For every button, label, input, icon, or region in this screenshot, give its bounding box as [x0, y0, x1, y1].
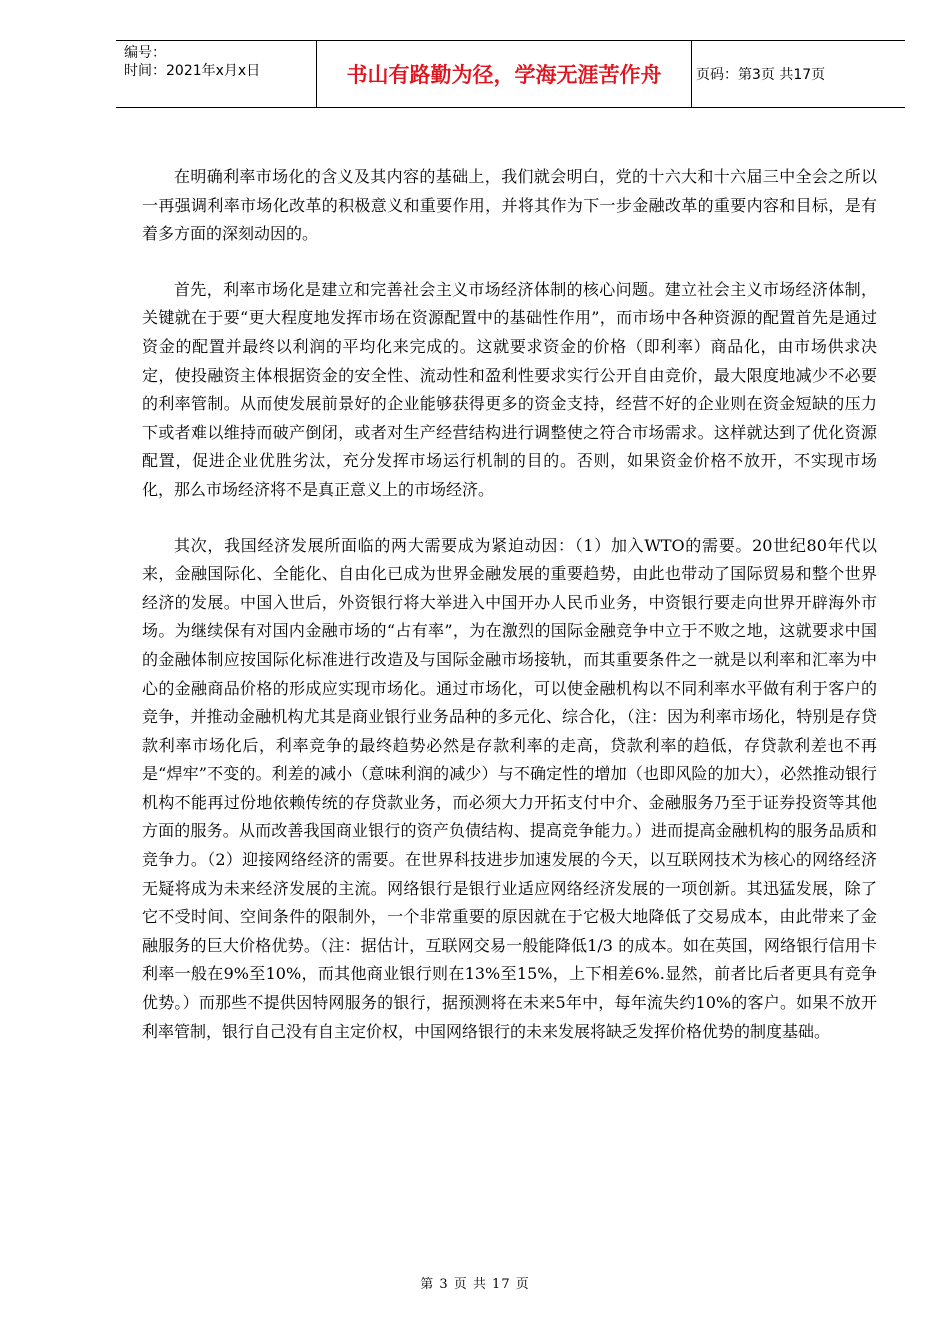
page-footer: 第 3 页 共 17 页 [420, 1277, 530, 1292]
paragraph: 首先，利率市场化是建立和完善社会主义市场经济体制的核心问题。建立社会主义市场经济体制，关键就在于要“更大程度地发挥市场在资源配置中的基础性作用”，而市场中各种资源的配置首先是通过资金的配置并最终以利润的平均化来完成的。这就要求资金的价格（即利率）商品化，由市场供求决定，使投融资主体根据资金的安全性、流动性和盈利性要求实行公开自由竞价，最大限度地减少不必要的利率管制。从而使发展前景好的企业能够获得更多的资金支持，经营不好的企业则在资金短缺的压力下或者难以维持而破产倒闭，或者对生产经营结构进行调整使之符合市场需求。这样就达到了优化资源配置，促进企业优胜劣汰，充分发挥市场运行机制的目的。否则，如果资金价格不放开，不实现市场化，那么市场经济将不是真正意义上的市场经济。 [142, 279, 877, 499]
document-body [142, 163, 877, 1046]
header-divider [691, 41, 692, 107]
page-header [116, 40, 905, 108]
header-meta [124, 44, 314, 80]
time-label: 时间：2021年x月x日 [124, 63, 261, 79]
paragraph: 在明确利率市场化的含义及其内容的基础上，我们就会明白，党的十六大和十六届三中全会之所以一再强调利率市场化改革的积极意义和重要作用，并将其作为下一步金融改革的重要内容和目标，是有着多方面的深刻动因的。 [142, 167, 877, 244]
header-motto: 书山有路勤为径，学海无涯苦作舟 [346, 63, 662, 87]
paragraph: 其次，我国经济发展所面临的两大需要成为紧迫动因：（1）加入WTO的需要。20世纪80年代以来，金融国际化、全能化、自由化已成为世界金融发展的重要趋势，由此也带动了国际贸易和整个世界经济的发展。中国入世后，外资银行将大举进入中国开办人民币业务，中资银行要走向世界开辟海外市场。为继续保有对国内金融市场的“占有率”，为在激烈的国际金融竞争中立于不败之地，这就要求中国的金融体制应按国际化标准进行改造及与国际金融市场接轨，而其重要条件之一就是以利率和汇率为中心的金融商品价格的形成应实现市场化。通过市场化，可以使金融机构以不同利率水平做有利于客户的竞争，并推动金融机构尤其是商业银行业务品种的多元化、综合化，（注：因为利率市场化，特别是存贷款利率市场化后，利率竞争的最终趋势必然是存款利率的走高，贷款利率的趋低，存贷款利差也不再是“焊牢”不变的。利差的减小（意味利润的减少）与不确定性的增加（也即风险的加大），必然推动银行机构不能再过份地依赖传统的存贷款业务，而必须大力开拓支付中介、金融服务乃至于证券投资等其他方面的服务。从而改善我国商业银行的资产负债结构、提高竞争能力。）进而提高金融机构的服务品质和竞争力。（2）迎接网络经济的需要。在世界科技进步加速发展的今天，以互联网技术为核心的网络经济无疑将成为未来经济发展的主流。网络银行是银行业适应网络经济发展的一项创新。其迅猛发展，除了它不受时间、空间条件的限制外，一个非常重要的原因就在于它极大地降低了交易成本，由此带来了金融服务的巨大价格优势。（注：据估计，互联网交易一般能降低1/3 的成本。如在英国，网络银行信用卡利率一般在9%至10%，而其他商业银行则在13%至15%，上下相差6%.显然，前者比后者更具有竞争优势。）而那些不提供因特网服务的银行，据预测将在未来5年中，每年流失约10%的客户。如果不放开利率管制，银行自己没有自主定价权，中国网络银行的未来发展将缺乏发挥价格优势的制度基础。 [142, 535, 877, 1041]
header-page-info: 页码：第3页 共17页 [696, 67, 826, 83]
number-label: 编号： [124, 45, 166, 61]
